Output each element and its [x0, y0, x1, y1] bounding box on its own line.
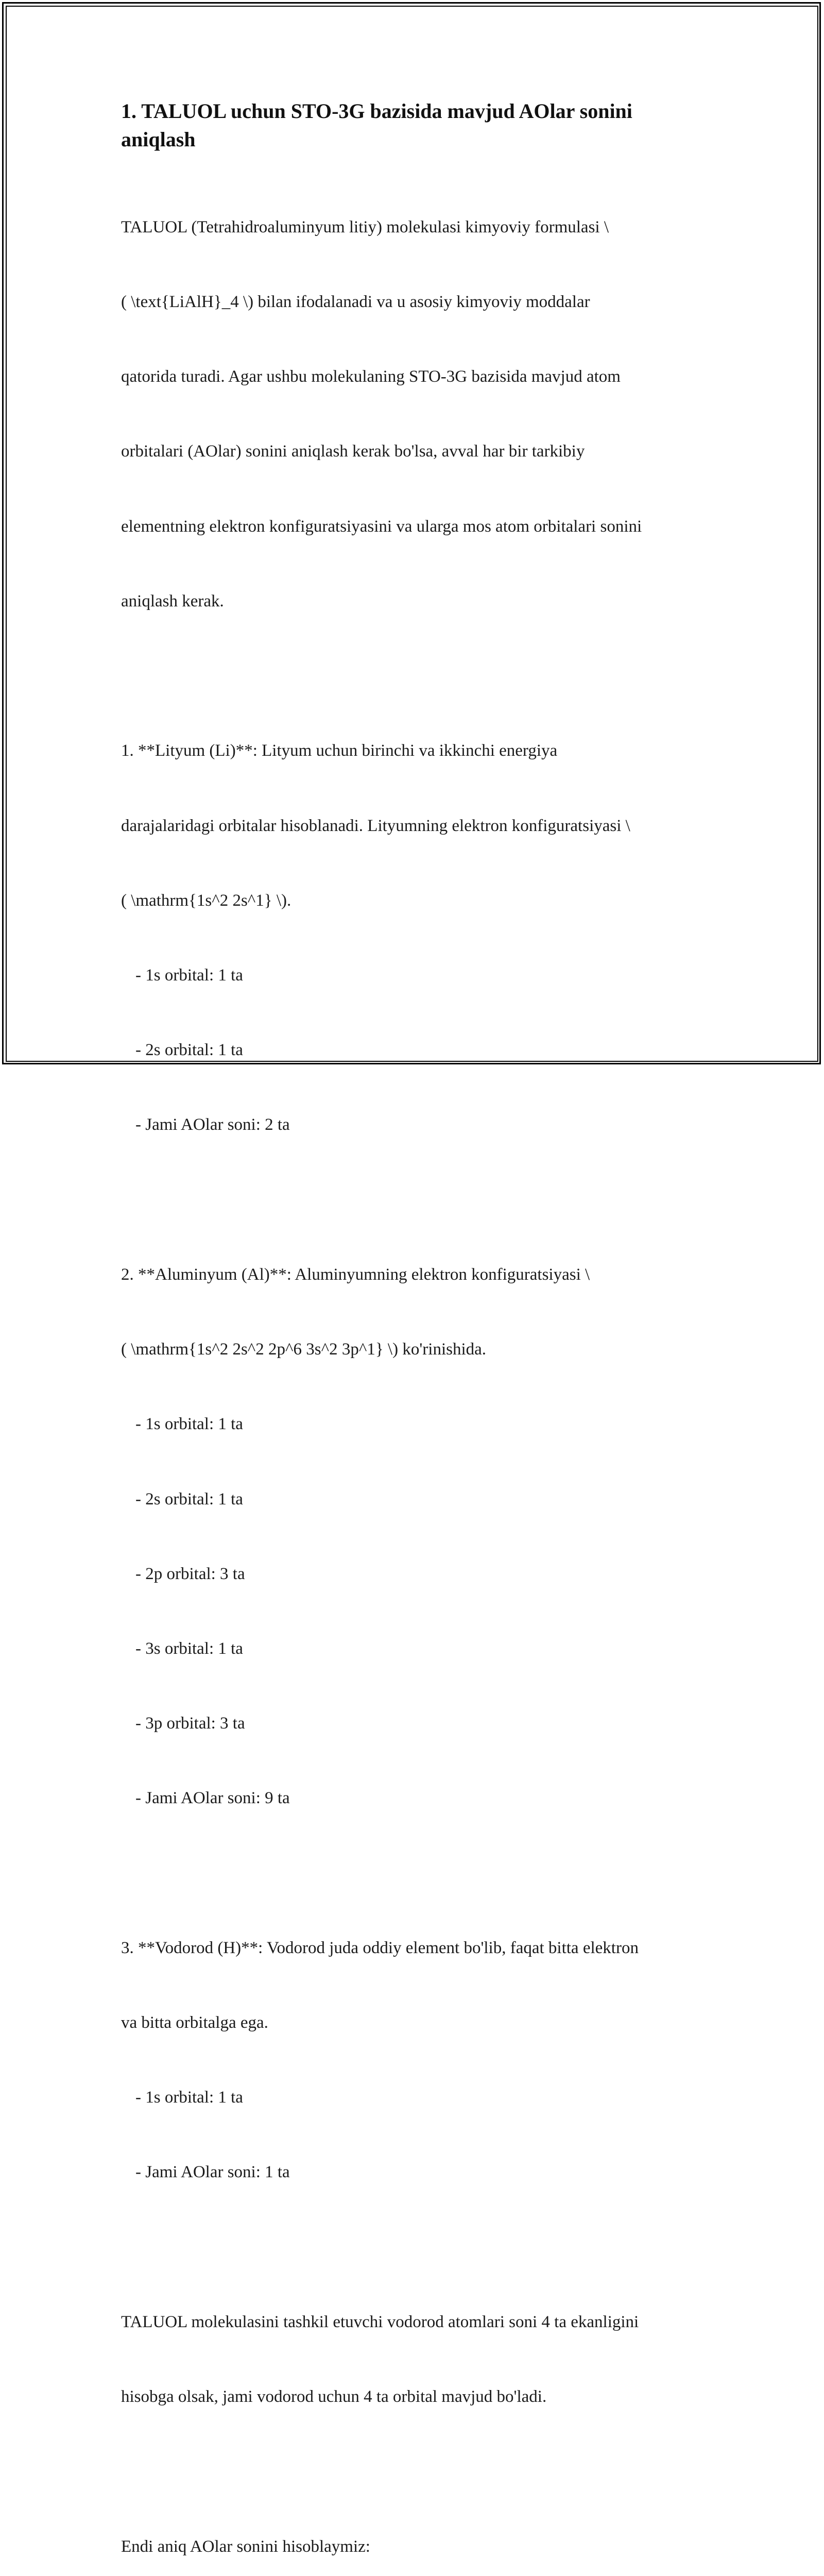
list-item: - 1s orbital: 1 ta [135, 965, 243, 985]
list-item: - 2s orbital: 1 ta [135, 1041, 243, 1060]
heading-line: 1. TALUOL uchun STO-3G bazisida mavjud AOlar sonini [121, 99, 632, 123]
hydrogen-section [121, 1886, 718, 2235]
text-line: 1. **Lityum (Li)**: Lityum uchun birinchi va ikkinchi energiya [121, 741, 558, 760]
paragraph-gap [121, 2459, 718, 2484]
text-line: ( \mathrm{1s^2 2s^1} \). [121, 891, 291, 910]
list-item: - 1s orbital: 1 ta [135, 2088, 243, 2107]
list-item: - Jami AOlar soni: 1 ta [135, 2163, 290, 2182]
heading-line: aniqlash [121, 128, 196, 151]
list-item: - 2p orbital: 3 ta [135, 1564, 245, 1583]
closing-paragraph [121, 2484, 718, 2576]
text-line: qatorida turadi. Agar ushbu molekulaning STO-3G bazisida mavjud atom [121, 367, 621, 386]
list-item: - 2s orbital: 1 ta [135, 1489, 243, 1509]
text-line: darajalaridagi orbitalar hisoblanadi. Lityumning elektron konfiguratsiyasi \ [121, 816, 630, 835]
text-line: elementning elektron konfiguratsiyasini va ularga mos atom orbitalari sonini [121, 517, 642, 536]
summary-paragraph [121, 2260, 718, 2459]
section-heading [121, 97, 718, 154]
text-line: ( \text{LiAlH}_4 \) bilan ifodalanadi va u asosiy kimyoviy moddalar [121, 293, 590, 312]
list-item: - 3s orbital: 1 ta [135, 1639, 243, 1658]
text-line: aniqlash kerak. [121, 591, 224, 611]
lithium-section [121, 689, 718, 1188]
paragraph-gap [121, 2235, 718, 2260]
list-item: - Jami AOlar soni: 9 ta [135, 1789, 290, 1808]
list-item: - Jami AOlar soni: 2 ta [135, 1115, 290, 1134]
text-line: ( \mathrm{1s^2 2s^2 2p^6 3s^2 3p^1} \) ko'rinishida. [121, 1340, 487, 1359]
text-line: 2. **Aluminyum (Al)**: Aluminyumning elektron konfiguratsiyasi \ [121, 1265, 590, 1284]
list-item: - 1s orbital: 1 ta [135, 1415, 243, 1434]
text-line: 3. **Vodorod (H)**: Vodorod juda oddiy element bo'lib, faqat bitta elektron [121, 1938, 639, 1957]
text-line: TALUOL molekulasini tashkil etuvchi vodorod atomlari soni 4 ta ekanligini [121, 2312, 639, 2331]
intro-paragraph [121, 165, 718, 664]
aluminum-section [121, 1212, 718, 1861]
text-line: va bitta orbitalga ega. [121, 2013, 268, 2032]
text-line: hisobga olsak, jami vodorod uchun 4 ta orbital mavjud bo'ladi. [121, 2387, 547, 2406]
text-line: Endi aniq AOlar sonini hisoblaymiz: [121, 2537, 370, 2556]
paragraph-gap [121, 1188, 718, 1212]
paragraph-gap [121, 1861, 718, 1886]
paragraph-gap [121, 664, 718, 688]
document-content [121, 97, 718, 2576]
list-item: - 3p orbital: 3 ta [135, 1714, 245, 1733]
text-line: orbitalari (AOlar) sonini aniqlash kerak bo'lsa, avval har bir tarkibiy [121, 442, 585, 461]
text-line: TALUOL (Tetrahidroaluminyum litiy) molekulasi kimyoviy formulasi \ [121, 217, 609, 236]
